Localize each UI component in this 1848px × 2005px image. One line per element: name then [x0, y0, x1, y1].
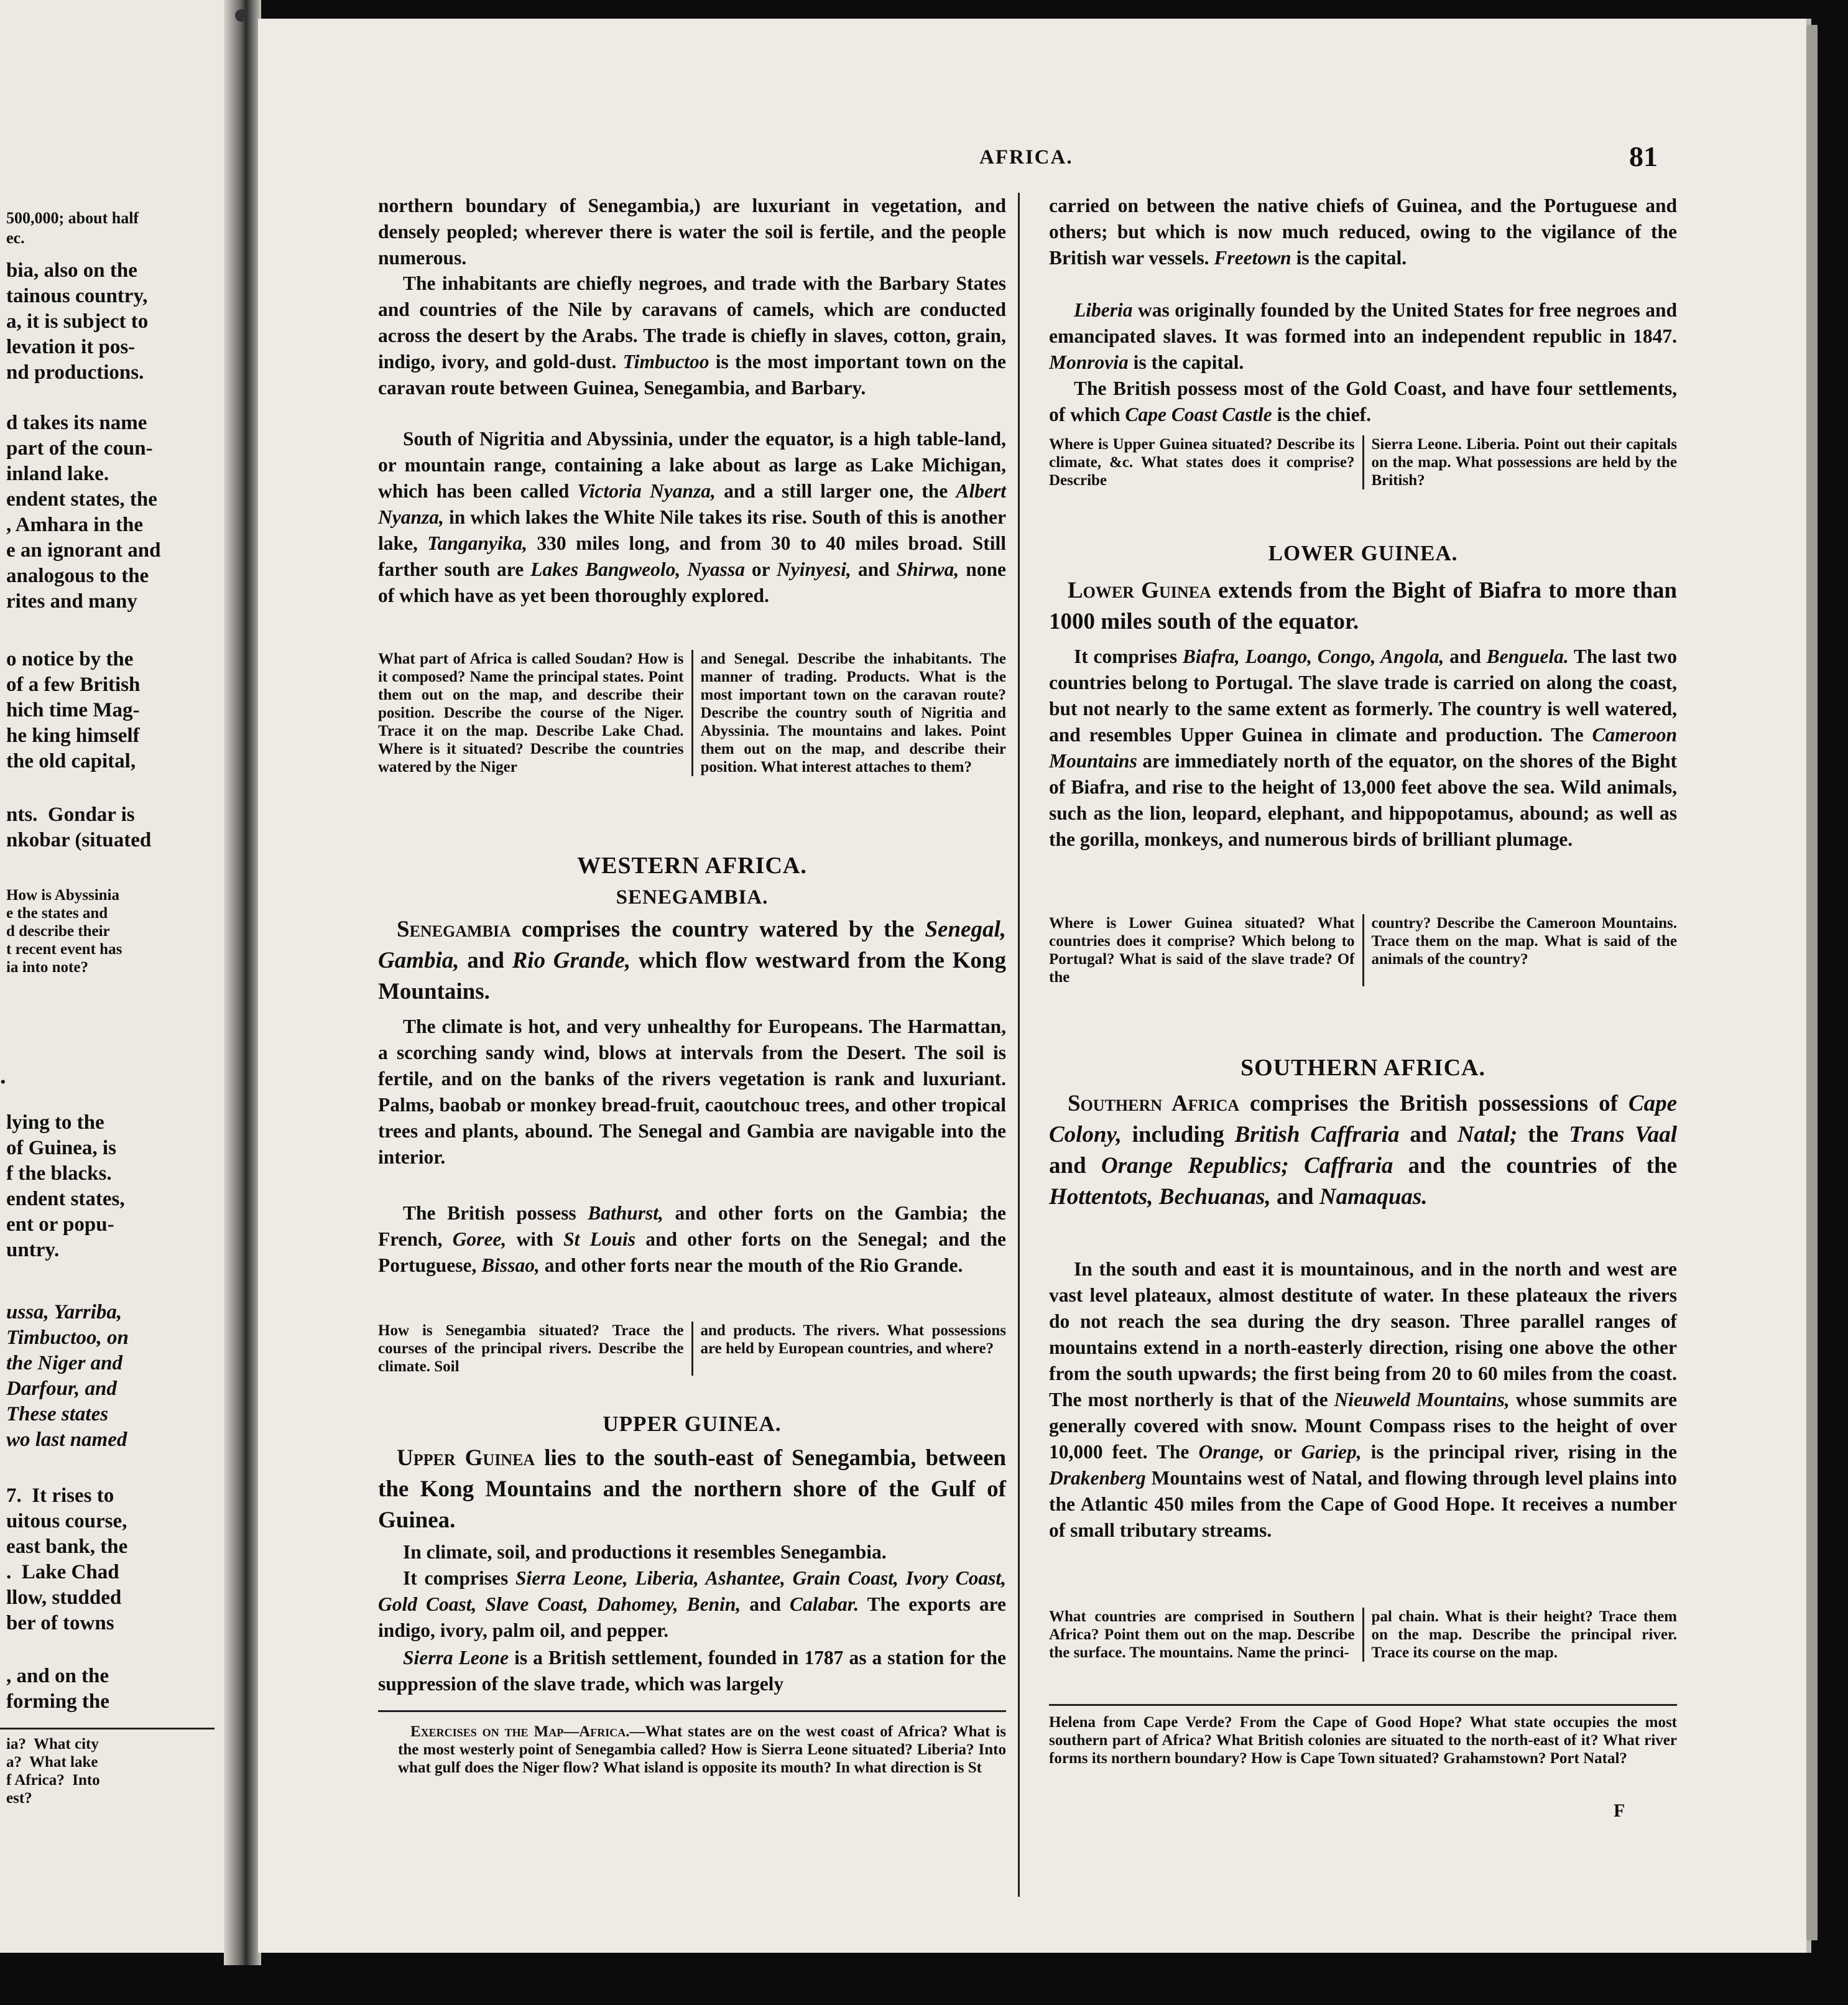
- upper-guinea-paragraph-3: [378, 1645, 1006, 1697]
- text: and a still larger one, the: [715, 480, 956, 502]
- senegambia-paragraph-2: [378, 1200, 1006, 1279]
- text: The exports are indigo, ivory, palm oil, and pepper.: [378, 1593, 1006, 1641]
- question-right: pal chain. What is their height? Trace them on the map. Describe the principal river. Trace its course on the map.: [1371, 1608, 1677, 1661]
- left-fragment-line: f the blacks.: [6, 1162, 112, 1185]
- lower-guinea-paragraph-1: [1049, 644, 1677, 853]
- italic-text: Senegal, Gambia,: [378, 917, 1006, 973]
- italic-text: Nyinyesi,: [777, 558, 851, 580]
- left-fragment-line: o notice by the: [6, 648, 134, 670]
- left-fragment-line: analogous to the: [6, 565, 149, 587]
- italic-text: Trans Vaal: [1569, 1122, 1678, 1147]
- question-divider: [1362, 435, 1364, 489]
- italic-text: Drakenberg: [1049, 1467, 1146, 1489]
- col1-paragraph-3: [378, 426, 1006, 609]
- text: none of which have as yet been thoroughly explored.: [378, 558, 1007, 606]
- col2-questions-lower-guinea: [1049, 914, 1677, 986]
- small-caps-text: Lower Guinea: [1068, 578, 1211, 603]
- left-page-fragment: [0, 0, 230, 1953]
- left-fragment-line: Darfour, and: [6, 1378, 117, 1400]
- question-left: Where is Upper Guinea situated? Describe its climate, &c. What states does it comprise? Describe: [1049, 436, 1355, 489]
- binding-mark: [235, 9, 247, 22]
- col1-questions-senegambia: [378, 1322, 1006, 1376]
- question-right: and products. The rivers. What possessions are held by European countries, and where?: [700, 1322, 1006, 1357]
- small-caps-text: Southern Africa: [1068, 1091, 1239, 1116]
- col2-bottom-rule: [1049, 1704, 1677, 1706]
- small-caps-text: Upper Guinea: [397, 1445, 535, 1471]
- left-fragment-line: ber of towns: [6, 1612, 114, 1634]
- left-fragment-line: of a few British: [6, 674, 141, 696]
- left-text-block: [6, 208, 139, 248]
- left-heading-fragment: .: [0, 1063, 6, 1089]
- left-fragment-line: east bank, the: [6, 1535, 128, 1558]
- italic-text: Orange Republics; Caffraria: [1101, 1153, 1393, 1178]
- text: comprises the country watered by the: [511, 917, 925, 942]
- left-fragment-line: , and on the: [6, 1665, 109, 1687]
- left-fragment-line: e an ignorant and: [6, 539, 161, 562]
- left-fragment-line: nd productions.: [6, 361, 144, 384]
- text: is the principal river, rising in the: [1361, 1441, 1677, 1463]
- text: and: [851, 558, 897, 580]
- left-text-block: [6, 410, 160, 614]
- southern-africa-lead: [1049, 1088, 1677, 1213]
- text: and: [1270, 1184, 1319, 1210]
- col2-paragraph-2: [1049, 297, 1677, 376]
- text: 330 miles long, and from 30 to 40 miles broad. Still farther south are: [378, 532, 1006, 580]
- left-text-block: [6, 1483, 127, 1636]
- italic-text: Timbuctoo: [622, 351, 709, 373]
- text: is a British settlement, founded in 1787 as a station for the suppression of the slave trade, which was largely: [378, 1647, 1006, 1695]
- text: Mountains west of Natal, and flowing through level plains into the Atlantic 450 miles from the Cape of Good Hope. It receives a number of small tributary streams.: [1049, 1467, 1677, 1541]
- page-edge: [1806, 25, 1818, 1940]
- italic-text: Natal;: [1457, 1122, 1518, 1147]
- question-right: and Senegal. Describe the inhabitants. The manner of trading. Products. What is the most important town on the caravan route? Describe the country south of Nigritia and Abyssinia. The mountains and lakes. Point them out on the map, and describe their position. What interest attaches to them?: [700, 651, 1006, 776]
- left-fragment-line: rites and many: [6, 590, 137, 613]
- left-fragment-line: of Guinea, is: [6, 1137, 116, 1159]
- left-fragment-line: How is Abyssinia: [6, 887, 120, 904]
- left-fragment-line: forming the: [6, 1690, 109, 1713]
- left-fragment-line: ec.: [6, 229, 25, 247]
- text: is the capital.: [1128, 351, 1244, 373]
- col1-bottom-rule: [378, 1710, 1006, 1712]
- question-left: What countries are comprised in Southern Africa? Point them out on the map. Describe the surface. The mountains. Name the princi-: [1049, 1608, 1355, 1661]
- italic-text: Benguela.: [1486, 646, 1569, 667]
- question-left: What part of Africa is called Soudan? How is it composed? Name the principal states. Point them out on the map, and describe their position. Describe the course of the Niger. Trace it on the map. Describe Lake Chad. Where is it situated? Describe the countries watered by the Niger: [378, 651, 684, 776]
- left-fragment-line: part of the coun-: [6, 437, 153, 460]
- text: It comprises: [403, 1567, 515, 1589]
- left-fragment-line: hich time Mag-: [6, 699, 140, 721]
- col1-questions-soudan: [378, 650, 1006, 776]
- text: —What states are on the west coast of Africa? What is the most westerly point of Senegambia called? How is Sierra Leone situated? Liberia? Into what gulf does the Niger flow? What island is opposite its mouth? In what direction is St: [398, 1723, 1006, 1776]
- left-fragment-line: lying to the: [6, 1111, 104, 1134]
- left-fragment-line: wo last named: [6, 1429, 127, 1451]
- text: carried on between the native chiefs of Guinea, and the Portuguese and others; but which is now much reduced, owing to the vigilance of the British war vessels.: [1049, 195, 1677, 269]
- left-fragment-line: levation it pos-: [6, 336, 136, 358]
- left-fragment-line: untry.: [6, 1239, 60, 1261]
- left-fragment-line: inland lake.: [6, 463, 109, 485]
- italic-text: Sierra Leone: [403, 1647, 509, 1669]
- southern-africa-paragraph-1: [1049, 1256, 1677, 1544]
- question-divider: [691, 650, 693, 776]
- senegambia-paragraph-1: [378, 1014, 1006, 1170]
- question-divider: [1362, 914, 1364, 986]
- text: and other forts on the Gambia; the French,: [378, 1202, 1006, 1250]
- text: It comprises: [1074, 646, 1183, 667]
- italic-text: Nieuweld Mountains,: [1334, 1389, 1510, 1410]
- italic-text: St Louis: [563, 1228, 636, 1250]
- left-fragment-line: tainous country,: [6, 285, 148, 307]
- left-fragment-line: These states: [6, 1403, 109, 1425]
- left-text-block: [6, 1300, 129, 1453]
- italic-text: Biafra, Loango, Congo, Angola,: [1182, 646, 1444, 667]
- text: in which lakes the White Nile takes its rise. South of this is another lake,: [378, 506, 1006, 554]
- text: which flow westward from the Kong Mountains.: [378, 948, 1007, 1004]
- left-fragment-line: nkobar (situated: [6, 829, 152, 851]
- text: The last two countries belong to Portugal. The slave trade is carried on along the coast, but not nearly to the same extent as formerly. The country is well watered, and resembles Upper Guinea in climate and production. The: [1049, 646, 1677, 746]
- left-fragment-line: nts. Gondar is: [6, 803, 135, 826]
- left-fragment-line: endent states, the: [6, 488, 157, 511]
- italic-text: Shirwa,: [896, 558, 959, 580]
- left-fragment-line: ia into note?: [6, 959, 88, 976]
- left-fragment-line: endent states,: [6, 1188, 125, 1210]
- left-fragment-line: ussa, Yarriba,: [6, 1301, 122, 1323]
- text: The climate is hot, and very unhealthy for Europeans. The Harmattan, a scorching sandy wind, blows at intervals from the Desert. The soil is fertile, and on the banks of the rivers vegetation is rank and luxuriant. Palms, baobab or monkey bread-fruit, caoutchouc trees, and other tropical trees and plants, abound. The Senegal and Gambia are navigable into the interior.: [378, 1016, 1006, 1168]
- book-gutter: [224, 0, 261, 1965]
- question-left: Where is Lower Guinea situated? What countries does it comprise? Which belong to Portugal? What is said of the slave trade? Of the: [1049, 915, 1355, 986]
- col2-questions-southern-africa: [1049, 1608, 1677, 1662]
- left-fragment-line: f Africa? Into: [6, 1772, 100, 1789]
- text: with: [506, 1228, 564, 1250]
- text: including: [1121, 1122, 1235, 1147]
- col1-paragraph-1: [378, 193, 1006, 271]
- left-text-block: [6, 1110, 125, 1263]
- col2-paragraph-1: [1049, 193, 1677, 271]
- text: and: [1049, 1153, 1101, 1178]
- upper-guinea-paragraph-1: [378, 1539, 1006, 1565]
- col2-questions-upper-guinea: [1049, 435, 1677, 489]
- text: and: [1444, 646, 1487, 667]
- italic-text: Orange,: [1198, 1441, 1265, 1463]
- col1-paragraph-2: [378, 271, 1006, 401]
- left-fragment-line: . Lake Chad: [6, 1561, 119, 1583]
- text: South of Nigritia and Abyssinia, under the equator, is a high table-land, or mountain range, containing a lake about as large as Lake Michigan, which has been called: [378, 428, 1006, 502]
- italic-text: Calabar.: [790, 1593, 859, 1615]
- lower-guinea-lead: [1049, 575, 1677, 637]
- italic-text: Cape Coast Castle: [1125, 404, 1272, 425]
- left-fragment-line: Timbuctoo, on: [6, 1327, 129, 1349]
- left-fragment-line: uitous course,: [6, 1510, 127, 1532]
- italic-text: Tanganyika,: [427, 532, 528, 554]
- text: The British possess most of the Gold Coast, and have four settlements, of which: [1049, 377, 1677, 425]
- left-question-block: [6, 886, 122, 976]
- text: The British possess: [403, 1202, 588, 1224]
- italic-text: Albert Nyanza,: [378, 480, 1006, 528]
- left-fragment-line: 500,000; about half: [6, 209, 139, 227]
- italic-text: Sierra Leone, Liberia, Ashantee, Grain Coast, Ivory Coast, Gold Coast, Slave Coast, Dahomey, Benin,: [378, 1567, 1006, 1615]
- text: In the south and east it is mountainous, and in the north and west are vast level plateaux, almost destitute of water. In these plateaux the rivers do not reach the sea during the dry season. Three parallel ranges of mountains extend in a north-easterly direction, rising one above the other from the south upwards; the first being from 20 to 60 miles from the coast. The most northerly is that of the: [1049, 1258, 1677, 1410]
- italic-text: Cameroon Mountains: [1049, 724, 1677, 772]
- heading-western-africa: WESTERN AFRICA.: [577, 853, 807, 879]
- text: are immediately north of the equator, on the shores of the Bight of Biafra, and rise to the height of 13,000 feet above the sea. Wild animals, such as the lion, leopard, elephant, and hippopotamus, abound; as well as the gorilla, monkeys, and numerous birds of brilliant plumage.: [1049, 750, 1677, 850]
- italic-text: Bathurst,: [588, 1202, 663, 1224]
- heading-lower-guinea: LOWER GUINEA.: [1268, 541, 1458, 565]
- question-left: How is Senegambia situated? Trace the courses of the principal rivers. Describe the climate. Soil: [378, 1322, 684, 1375]
- upper-guinea-paragraph-2: [378, 1565, 1006, 1644]
- italic-text: Goree,: [452, 1228, 507, 1250]
- text: was originally founded by the United States for free negroes and emancipated slaves. It was formed into an independent republic in 1847.: [1049, 299, 1677, 347]
- col2-paragraph-3: [1049, 376, 1677, 428]
- text: and: [459, 948, 512, 973]
- heading-senegambia: SENEGAMBIA.: [616, 886, 769, 909]
- italic-text: Lakes Bangweolo, Nyassa: [530, 558, 745, 580]
- text: The inhabitants are chiefly negroes, and trade with the Barbary States and countries of the Nile by caravans of camels, which are conducted across the desert by the Arabs. The trade is chiefly in slaves, cotton, grain, indigo, ivory, and gold-dust.: [378, 272, 1006, 373]
- left-fragment-line: a, it is subject to: [6, 310, 149, 333]
- italic-text: Hottentots, Bechuanas,: [1049, 1184, 1271, 1210]
- question-divider: [691, 1322, 693, 1376]
- text: or: [744, 558, 777, 580]
- italic-text: Liberia: [1074, 299, 1133, 321]
- left-fragment-line: e the states and: [6, 905, 108, 922]
- left-fragment-line: bia, also on the: [6, 259, 137, 282]
- heading-upper-guinea: UPPER GUINEA.: [603, 1412, 782, 1436]
- text: and: [1399, 1122, 1458, 1147]
- text: In climate, soil, and productions it resembles Senegambia.: [403, 1541, 887, 1563]
- text: whose summits are generally covered with snow. Mount Compass rises to the height of over 10,000 feet. The: [1049, 1389, 1677, 1463]
- left-text-block: [6, 258, 148, 386]
- question-divider: [1362, 1608, 1364, 1662]
- italic-text: Cape Colony,: [1049, 1091, 1677, 1147]
- small-caps-text: Senegambia: [397, 917, 511, 942]
- left-fragment-line: a? What lake: [6, 1754, 98, 1771]
- left-fragment-line: the Niger and: [6, 1352, 123, 1374]
- text: the: [1517, 1122, 1569, 1147]
- senegambia-lead: [378, 914, 1006, 1007]
- text: extends from the Bight of Biafra to more than 1000 miles south of the equator.: [1049, 578, 1677, 634]
- signature-mark: F: [1614, 1800, 1625, 1821]
- italic-text: Victoria Nyanza,: [577, 480, 716, 502]
- text: northern boundary of Senegambia,) are luxuriant in vegetation, and densely peopled; wherever there is water the soil is fertile, and the people numerous.: [378, 195, 1006, 269]
- text: and: [741, 1593, 790, 1615]
- text: is the most important town on the caravan route between Guinea, Senegambia, and Barbary.: [378, 351, 1007, 399]
- left-fragment-line: est?: [6, 1790, 32, 1807]
- left-fragment-line: 7. It rises to: [6, 1484, 114, 1507]
- text: and the countries of the: [1393, 1153, 1678, 1178]
- italic-text: Freetown: [1214, 247, 1291, 269]
- left-fragment-line: d takes its name: [6, 412, 147, 434]
- italic-text: Rio Grande,: [512, 948, 631, 973]
- left-question-block: [6, 1735, 100, 1807]
- italic-text: Namaquas.: [1319, 1184, 1428, 1210]
- left-fragment-line: d describe their: [6, 923, 110, 940]
- left-text-block: [6, 647, 140, 774]
- text: is the capital.: [1291, 247, 1407, 269]
- running-head: AFRICA.: [979, 146, 1073, 169]
- text: and other forts near the mouth of the Rio Grande.: [539, 1254, 963, 1276]
- left-text-block: [6, 802, 151, 853]
- left-fragment-line: ent or popu-: [6, 1213, 114, 1236]
- left-rule: [0, 1728, 215, 1729]
- exercises-continued: Helena from Cape Verde? From the Cape of Good Hope? What state occupies the most southern part of Africa? What British colonies are situated to the north-east of it? What river forms its northern boundary? How is Cape Town situated? Grahamstown? Port Natal?: [1049, 1714, 1677, 1767]
- page-number: 81: [1629, 141, 1658, 172]
- text: or: [1264, 1441, 1301, 1463]
- left-fragment-line: ia? What city: [6, 1736, 99, 1753]
- text: comprises the British possessions of: [1239, 1091, 1629, 1116]
- page-81: [258, 19, 1806, 1953]
- left-fragment-line: , Amhara in the: [6, 514, 144, 536]
- left-fragment-line: he king himself: [6, 725, 140, 747]
- text: and other forts on the Senegal; and the Portuguese,: [378, 1228, 1007, 1276]
- column-divider: [1018, 193, 1020, 1897]
- left-fragment-line: t recent event has: [6, 941, 122, 958]
- left-fragment-line: the old capital,: [6, 750, 136, 772]
- text: lies to the south-east of Senegambia, between the Kong Mountains and the northern shore of the Gulf of Guinea.: [378, 1445, 1006, 1533]
- upper-guinea-lead: [378, 1443, 1006, 1536]
- question-right: country? Describe the Cameroon Mountains. Trace them on the map. What is said of the animals of the country?: [1371, 915, 1677, 968]
- small-caps-text: Exercises on the Map—Africa.: [410, 1723, 630, 1740]
- italic-text: British Caffraria: [1234, 1122, 1400, 1147]
- left-fragment-line: llow, studded: [6, 1586, 122, 1609]
- exercises-on-the-map: [398, 1723, 1006, 1777]
- text: is the chief.: [1272, 404, 1372, 425]
- italic-text: Monrovia: [1049, 351, 1129, 373]
- left-text-block: [6, 1664, 109, 1715]
- italic-text: Bissao,: [481, 1254, 540, 1276]
- question-right: Sierra Leone. Liberia. Point out their capitals on the map. What possessions are held by the British?: [1371, 436, 1677, 489]
- heading-southern-africa: SOUTHERN AFRICA.: [1240, 1055, 1485, 1081]
- italic-text: Gariep,: [1301, 1441, 1362, 1463]
